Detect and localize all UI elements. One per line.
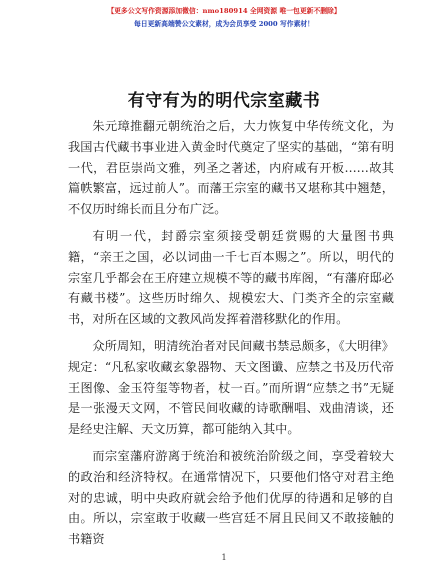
paragraph: 有明一代，封爵宗室须接受朝廷赏赐的大量图书典籍，“亲王之国，必以词曲一千七百本赐之”。所以，明代的宗室几乎都会在王府建立规模不等的藏书库阁，“有藩府邸必有藏书楼”。这些历时绵久、规模宏大、门类齐全的宗室藏书，对所在区域的文教风尚发挥着潜移默化的作用。 (68, 228, 394, 327)
paragraph: 朱元璋推翻元朝统治之后，大力恢复中华传统文化，为我国古代藏书事业进入黄金时代奠定了坚实的基础，“第有明一代，君臣崇尚文雅，列圣之著述，内府咸有开板……故其篇帙繁富，远过前人”。而藩王宗室的藏书又堪称其中翘楚，不仅历时绵长而且分布广泛。 (68, 119, 394, 217)
promo-banner-blue: 每日更新高端赞公文素材，成为会员享受 2000 写作素材！ (134, 20, 314, 28)
article-title: 有守有为的明代宗室藏书 (127, 91, 321, 111)
paragraph: 众所周知，明清统治者对民间藏书禁忌颇多，《大明律》规定：“凡私家收藏玄象器物、天文图谶、应禁之书及历代帝王图像、金玉符玺等物者，杖一百。”而所谓“应禁之书”无疑是一张漫天文网，不管民间收藏的诗歌酬唱、戏曲清谈，还是经史注解、天文历算，都可能纳入其中。 (68, 338, 394, 437)
promo-banner-red: 【更多公文写作资源添加微信：nmo180914 全网资源 唯一包更新不删除】 (107, 7, 341, 15)
page-number: 1 (221, 553, 227, 562)
paragraph: 而宗室藩府游离于统治和被统治阶级之间，享受着较大的政治和经济特权。在通常情况下，只要他们恪守对君主绝对的忠诚，明中央政府就会给予他们优厚的待遇和足够的自由。所以，宗室敢于收藏一些宫廷不屑且民间又不敢接触的书籍资 (68, 448, 394, 547)
article-body (68, 116, 394, 556)
